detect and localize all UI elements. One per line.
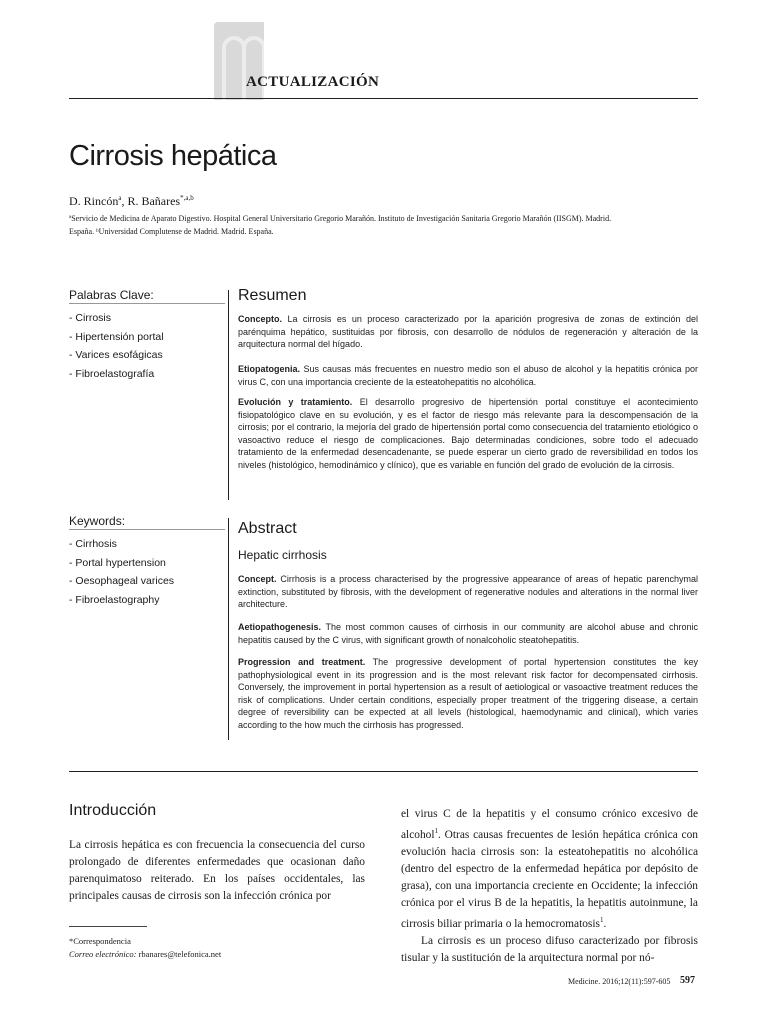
page-number: 597: [680, 975, 695, 986]
keyword-en-item: - Oesophageal varices: [69, 575, 175, 587]
keyword-rule: [69, 529, 225, 530]
section-rule: [69, 771, 698, 772]
keyword-rule: [69, 303, 225, 304]
affiliation-line-1: ªServicio de Medicina de Aparato Digestivo. Hospital General Universitario Gregorio Marañón. Instituto de Investigación Sanitaria Gregorio Marañón (IISGM). Madrid.: [69, 214, 612, 223]
citation-sup: 1: [599, 915, 604, 924]
abstract-aetiopathogenesis-text: The most common causes of cirrhosis in our community are alcohol abuse and chronic hepatitis caused by the C virus, with significant growth of nonalcoholic steatohepatitis.: [238, 622, 698, 645]
resumen-evolucion: [238, 396, 698, 472]
header-rule: [69, 98, 698, 99]
intro-right-text: el virus C de la hepatitis y el consumo crónico excesivo de alcohol: [401, 808, 698, 841]
abstract-concept-label: Concept.: [238, 574, 277, 584]
resumen-evolucion-text: El desarrollo progresivo de hipertensión portal constituye el acontecimiento fisiopatológico clave en su evolución, y es el factor de riesgo más relevante para la descompensación de la cirrosis; por el contrario, la mejoría del grado de hipertensión portal como consecuencia del tratamiento etiológico o vasoactivo reduce el riesgo de complicaciones. Bajo determinadas condiciones, sobre todo el adecuado tratamiento de la enfermedad desencadenante, se puede esperar un cierto grado de reversibilidad en todos los niveles (histológico, hemodinámico y clínico), que es variable en función del grado de evolución de la cirrosis.: [238, 397, 698, 470]
abstract-progression: [238, 656, 698, 732]
keyword-es-item: - Varices esofágicas: [69, 349, 163, 361]
keyword-en-item: - Fibroelastography: [69, 593, 160, 606]
resumen-concepto-text: La cirrosis es un proceso caracterizado por la aparición progresiva de zonas de extinción del parénquima hepático, sustituidas por fibrosis, con desarrollo de nódulos de regeneración y alteración de la arquitectura normal del hígado.: [238, 314, 698, 350]
footnote-rule: [69, 926, 147, 927]
keywords-heading: Keywords:: [69, 514, 126, 528]
intro-right-paragraph-1: [401, 806, 698, 933]
abstract-aetiopathogenesis-label: Aetiopathogenesis.: [238, 622, 322, 632]
keyword-es-item: - Cirrosis: [69, 312, 111, 324]
footnote-email-label: Correo electrónico:: [69, 949, 137, 959]
intro-heading: Introducción: [69, 802, 157, 819]
author-names-1: D. Rincón: [69, 194, 119, 208]
abstract-heading: Abstract: [238, 520, 297, 537]
resumen-evolucion-label: Evolución y tratamiento.: [238, 397, 353, 407]
author-names-2: , R. Bañares: [121, 194, 181, 208]
keyword-es-item: - Fibroelastografía: [69, 367, 155, 380]
keyword-en-item: - Cirrhosis: [69, 538, 117, 550]
author2-affil: *,a,b: [180, 194, 194, 202]
footnote: [69, 935, 221, 961]
column-divider: [228, 290, 229, 500]
citation-footer: Medicine. 2016;12(11):597-605: [568, 977, 671, 986]
palabras-clave-heading: Palabras Clave:: [69, 288, 154, 302]
resumen-etiopatogenia-text: Sus causas más frecuentes en nuestro medio son el abuso de alcohol y la hepatitis crónica por virus C, con una importancia creciente de la esteatohepatitis no alcohólica.: [238, 364, 698, 387]
intro-right-column: [401, 806, 698, 967]
section-label: ACTUALIZACIÓN: [246, 74, 380, 90]
intro-right-paragraph-2: La cirrosis es un proceso difuso caracterizado por fibrosis tisular y la sustitución de la arquitectura normal por nó-: [401, 934, 698, 964]
abstract-progression-label: Progression and treatment.: [238, 657, 366, 667]
keyword-es-item: - Hipertensión portal: [69, 330, 164, 343]
palabras-clave-list: [69, 309, 164, 383]
footnote-email-line: [69, 948, 221, 961]
abstract-concept: [238, 573, 698, 611]
abstract-progression-text: The progressive development of portal hypertension constitutes the key pathophysiological event in its progression and is the most relevant risk factor for decompensated cirrhosis. Conversely, the improvement in portal hypertension as a result of aetiological or vasoactive treatment reduces the risk of complications. Under certain conditions, especially proper treatment of the triggering disease, a certain degree of reversibility can be expected at all levels (histological, haemodynamic and clinical), which varies according to the how much the cirrhosis has progressed.: [238, 657, 698, 730]
resumen-concepto: [238, 313, 698, 351]
column-divider: [228, 518, 229, 740]
keyword-en-item: - Portal hypertension: [69, 556, 166, 569]
affiliations: [69, 212, 699, 238]
keywords-list: [69, 535, 174, 609]
intro-left-paragraph: La cirrosis hepática es con frecuencia la consecuencia del curso prolongado de diferentes enfermedades que ocasionan daño parenquimatoso reiterado. En los países occidentales, las principales causas de cirrosis son la infección crónica por: [69, 839, 365, 902]
resumen-etiopatogenia: [238, 363, 698, 388]
footnote-correspondence: *Correspondencia: [69, 936, 131, 946]
abstract-subheading: Hepatic cirrhosis: [238, 548, 327, 562]
abstract-aetiopathogenesis: [238, 621, 698, 646]
intro-right-text: . Otras causas frecuentes de lesión hepática crónica con evolución hacia cirrosis son: la esteatohepatitis no alcohólica (dentro del espectro de la enfermedad hepática por depósito de grasa), con una importancia creciente en Occidente; la infección crónica por el virus B de la hepatitis, la hepatitis autoinmune, la cirrosis biliar primaria o la hemocromatosis: [401, 828, 698, 930]
author1-affil: a: [118, 194, 122, 202]
resumen-etiopatogenia-label: Etiopatogenia.: [238, 364, 301, 374]
resumen-concepto-label: Concepto.: [238, 314, 282, 324]
footnote-email[interactable]: rbanares@telefonica.net: [136, 949, 222, 959]
citation-sup: 1: [434, 827, 439, 835]
authors: [69, 194, 194, 209]
abstract-concept-text: Cirrhosis is a process characterised by the progressive appearance of areas of hepatic parenchymal extinction, substituted by fibrosis, with the development of regenerative nodules and alterations in the normal liver architecture.: [238, 574, 698, 610]
affiliation-line-2: España. ᵇUniversidad Complutense de Madrid. Madrid. España.: [69, 227, 274, 236]
intro-right-text: .: [603, 917, 607, 930]
article-title: Cirrosis hepática: [69, 140, 277, 172]
resumen-heading: Resumen: [238, 287, 307, 304]
